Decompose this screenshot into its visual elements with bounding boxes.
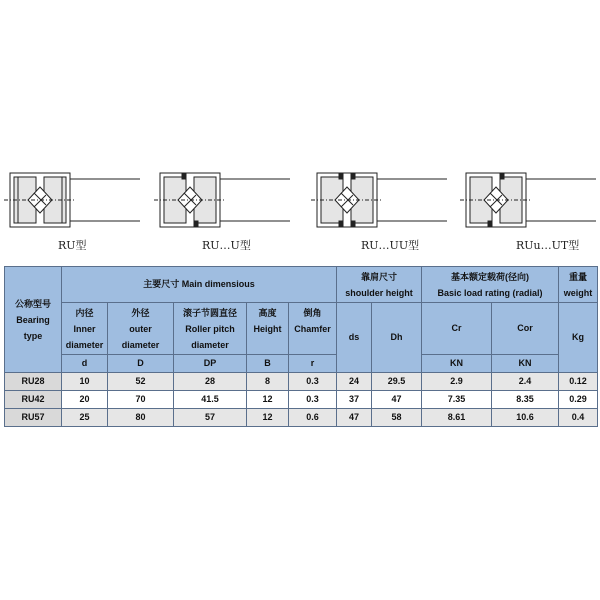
drawing-label-ru-ut: RUu…UT型 xyxy=(516,239,580,252)
cell-r: 0.3 xyxy=(289,391,337,409)
header-pitch-en2: diameter xyxy=(191,339,229,350)
cell-d: 10 xyxy=(62,373,108,391)
header-main-dimensions: 主要尺寸 Main dimensious xyxy=(62,267,337,303)
cell-d: 25 xyxy=(62,409,108,427)
header-cr: Cr xyxy=(422,303,492,355)
cell-cr: 7.35 xyxy=(422,391,492,409)
header-sym-D: D xyxy=(108,355,174,373)
drawing-ru xyxy=(4,165,144,252)
cell-D: 70 xyxy=(108,391,174,409)
cell-dh: 58 xyxy=(372,409,422,427)
cell-dp: 57 xyxy=(174,409,247,427)
header-type-en: Bearing xyxy=(16,314,50,325)
header-cor-unit: KN xyxy=(492,355,559,373)
header-weight-en: weight xyxy=(563,287,593,298)
bearing-section-ru-icon xyxy=(4,165,144,235)
header-pitch-cn: 滚子节圆直径 xyxy=(182,307,237,318)
bearing-section-ru-uu-icon xyxy=(311,165,451,235)
bearing-drawings xyxy=(0,165,600,260)
cell-cor: 10.6 xyxy=(492,409,559,427)
table-row xyxy=(5,373,598,391)
header-outer-diameter xyxy=(108,303,174,355)
cell-type: RU57 xyxy=(5,409,62,427)
header-outer-cn: 外径 xyxy=(131,307,150,318)
header-chamfer-en: Chamfer xyxy=(294,323,331,334)
cell-cr: 2.9 xyxy=(422,373,492,391)
header-pitch-en1: Roller pitch xyxy=(185,323,235,334)
drawing-ru-ut xyxy=(460,165,600,252)
table-row xyxy=(5,409,598,427)
cell-d: 20 xyxy=(62,391,108,409)
cell-dp: 41.5 xyxy=(174,391,247,409)
cell-r: 0.6 xyxy=(289,409,337,427)
cell-dh: 29.5 xyxy=(372,373,422,391)
header-sym-r: r xyxy=(289,355,337,373)
drawing-label-ru-u: RU…U型 xyxy=(202,239,251,252)
header-type-en2: type xyxy=(23,330,43,341)
header-outer-en1: outer xyxy=(129,323,152,334)
header-inner-en1: Inner xyxy=(73,323,96,334)
header-type-cn: 公称型号 xyxy=(14,298,51,309)
header-cor: Cor xyxy=(492,303,559,355)
header-inner-en2: diameter xyxy=(65,339,104,350)
header-load-en: Basic load rating (radial) xyxy=(437,287,543,298)
cell-kg: 0.29 xyxy=(559,391,598,409)
header-inner-cn: 内径 xyxy=(75,307,94,318)
header-inner-diameter xyxy=(62,303,108,355)
header-shoulder-en: shoulder height xyxy=(345,287,413,298)
header-dh: Dh xyxy=(372,303,422,373)
cell-cor: 8.35 xyxy=(492,391,559,409)
cell-dh: 47 xyxy=(372,391,422,409)
header-kg: Kg xyxy=(559,303,598,373)
header-bearing-type xyxy=(5,267,62,373)
cell-ds: 47 xyxy=(337,409,372,427)
cell-ds: 24 xyxy=(337,373,372,391)
bearing-section-ru-u-icon xyxy=(154,165,294,235)
drawing-label-ru-uu: RU…UU型 xyxy=(361,239,420,252)
header-chamfer-cn: 倒角 xyxy=(303,307,322,318)
cell-type: RU28 xyxy=(5,373,62,391)
bearing-spec-table xyxy=(4,266,598,427)
header-sym-b: B xyxy=(247,355,289,373)
header-chamfer xyxy=(289,303,337,355)
header-roller-pitch xyxy=(174,303,247,355)
header-weight-cn: 重量 xyxy=(569,271,588,282)
cell-cr: 8.61 xyxy=(422,409,492,427)
drawing-ru-u xyxy=(154,165,294,252)
header-load-rating xyxy=(422,267,559,303)
header-ds: ds xyxy=(337,303,372,373)
header-sym-dp: DP xyxy=(174,355,247,373)
drawing-ru-uu xyxy=(311,165,451,252)
cell-type: RU42 xyxy=(5,391,62,409)
cell-ds: 37 xyxy=(337,391,372,409)
header-outer-en2: diameter xyxy=(121,339,160,350)
bearing-section-ru-ut-icon xyxy=(460,165,600,235)
cell-D: 52 xyxy=(108,373,174,391)
header-weight xyxy=(559,267,598,303)
cell-r: 0.3 xyxy=(289,373,337,391)
header-height-cn: 高度 xyxy=(258,307,277,318)
cell-D: 80 xyxy=(108,409,174,427)
header-sym-d: d xyxy=(62,355,108,373)
cell-b: 12 xyxy=(247,391,289,409)
cell-kg: 0.4 xyxy=(559,409,598,427)
cell-dp: 28 xyxy=(174,373,247,391)
header-cr-unit: KN xyxy=(422,355,492,373)
cell-kg: 0.12 xyxy=(559,373,598,391)
cell-b: 12 xyxy=(247,409,289,427)
cell-b: 8 xyxy=(247,373,289,391)
cell-cor: 2.4 xyxy=(492,373,559,391)
table-row xyxy=(5,391,598,409)
header-load-cn: 基本额定载荷(径向) xyxy=(451,271,530,282)
header-height xyxy=(247,303,289,355)
header-shoulder-cn: 靠肩尺寸 xyxy=(361,271,398,282)
drawing-label-ru: RU型 xyxy=(58,239,87,252)
header-shoulder xyxy=(337,267,422,303)
header-height-en: Height xyxy=(253,323,282,334)
